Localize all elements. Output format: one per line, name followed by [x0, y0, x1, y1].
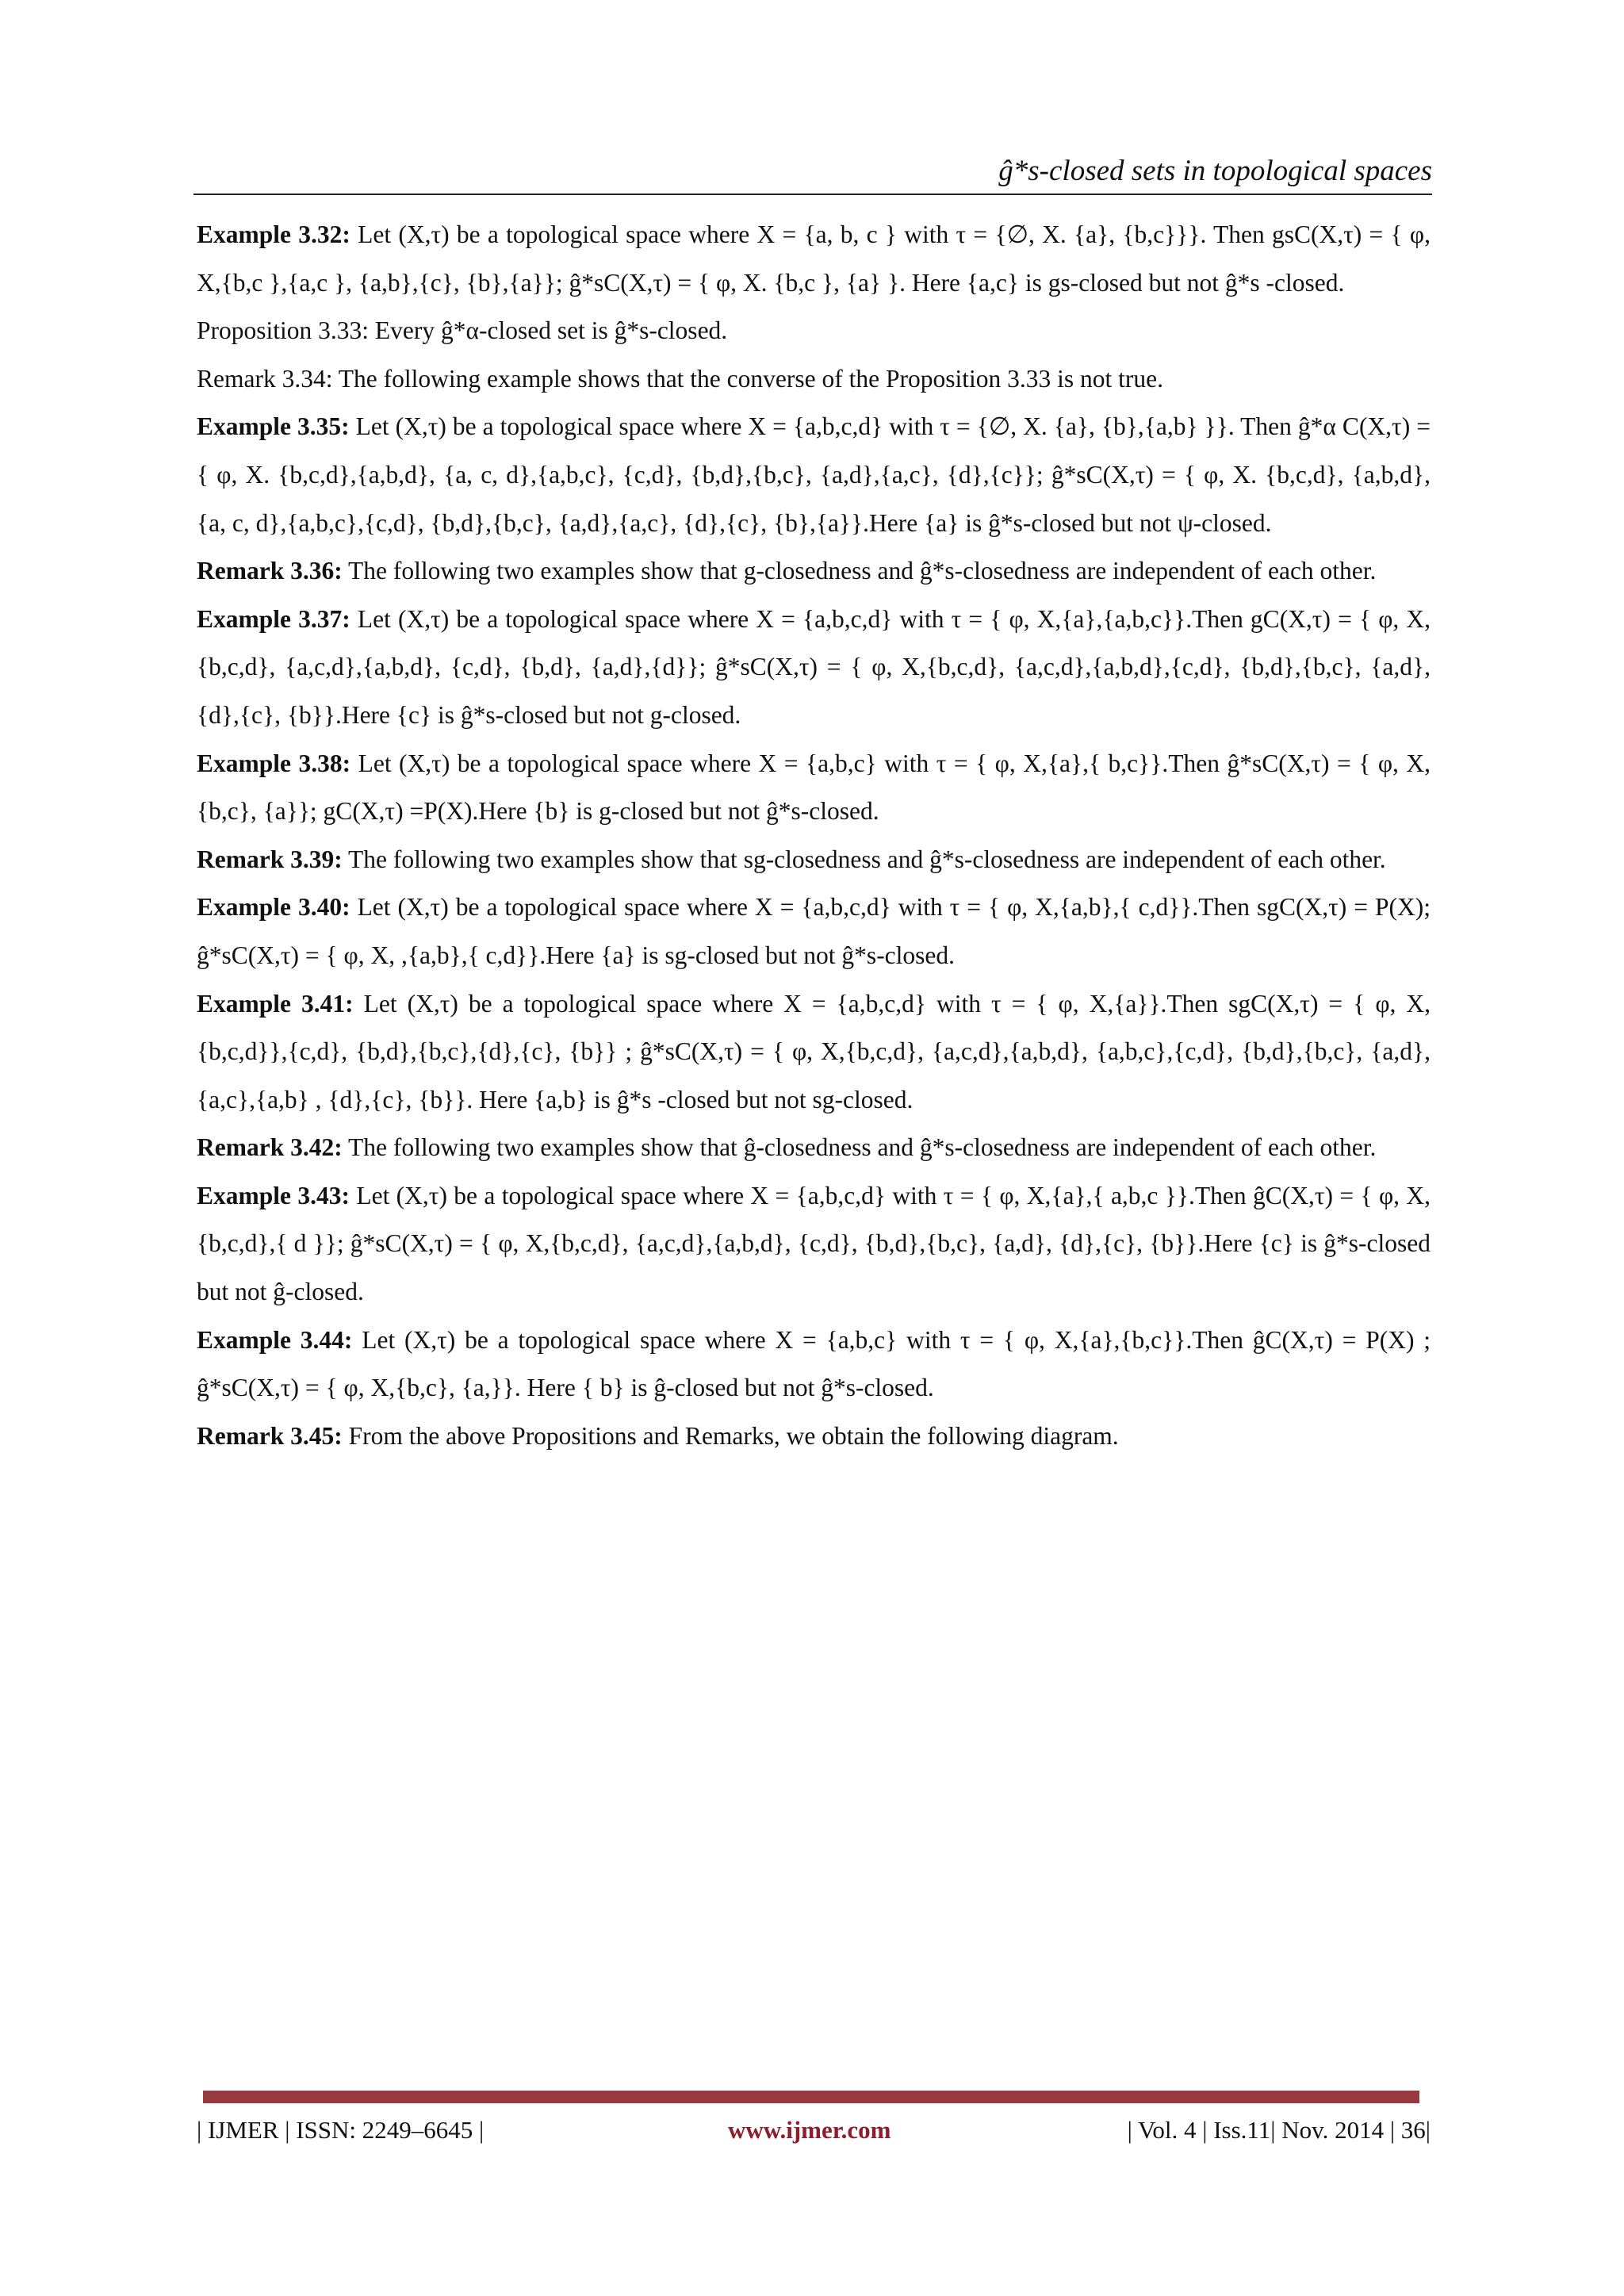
para-label: Example 3.38: [197, 749, 351, 777]
para-label: Example 3.41: [197, 989, 354, 1018]
para-text: Remark 3.34: The following example shows that the converse of the Proposition 3.33 is not true. [197, 364, 1163, 393]
para-label: Example 3.37: [197, 604, 350, 633]
para-label: Remark 3.45: [197, 1421, 343, 1450]
para-text: The following two examples show that ĝ-closedness and ĝ*s-closedness are independent of each other. [342, 1133, 1377, 1162]
remark-3-34 [197, 355, 1431, 404]
para-label: Example 3.44: [197, 1325, 353, 1354]
header-rule [193, 194, 1432, 195]
example-3-37 [197, 596, 1431, 740]
para-text: Let (X,τ) be a topological space where X = {a,b,c} with τ = { φ, X,{a},{ b,c}}.Then ĝ*sC(X,τ) = { φ, X,{b,c}, {a}}; gC(X,τ) =P(X).Here {b} is g-closed but not ĝ*s-closed. [197, 749, 1431, 826]
para-text: The following two examples show that g-closedness and ĝ*s-closedness are independent of each other. [342, 557, 1377, 585]
para-text: Let (X,τ) be a topological space where X = {a,b,c,d} with τ = { φ, X,{a},{a,b,c}}.Then gC(X,τ) = { φ, X,{b,c,d}, {a,c,d},{a,b,d}, {c,d}, {b,d}, {a,d},{d}}; ĝ*sC(X,τ) = { φ, X,{b,c,d}, {a,c,d},{a,b,d},{c,d}, {b,d},{b,c}, {a,d}, {d},{c}, {b}}.Here {c} is ĝ*s-closed but not g-closed. [197, 604, 1431, 729]
footer-journal-info: | IJMER | ISSN: 2249–6645 | [197, 2116, 485, 2144]
para-text: Let (X,τ) be a topological space where X = {a, b, c } with τ = {∅, X. {a}, {b,c}}}. Then gsC(X,τ) = { φ, X,{b,c },{a,c }, {a,b},{c}, {b},{a}}; ĝ*sC(X,τ) = { φ, X. {b,c }, {a} }. Here {a,c} is gs-closed but not ĝ*s -closed. [197, 220, 1431, 297]
page-footer [197, 2114, 1431, 2146]
example-3-35 [197, 403, 1431, 547]
example-3-32 [197, 211, 1431, 307]
para-label: Remark 3.42: [197, 1133, 343, 1162]
para-text: Let (X,τ) be a topological space where X = {a,b,c,d} with τ = { φ, X,{a},{ a,b,c }}.Then ĝC(X,τ) = { φ, X,{b,c,d},{ d }}; ĝ*sC(X,τ) = { φ, X,{b,c,d}, {a,c,d},{a,b,d}, {c,d}, {b,d},{b,c}, {a,d}, {d},{c}, {b}}.Here {c} is ĝ*s-closed but not ĝ-closed. [197, 1181, 1431, 1306]
running-title: ĝ*s-closed sets in topological spaces [998, 155, 1432, 187]
para-text: Let (X,τ) be a topological space where X = {a,b,c} with τ = { φ, X,{a},{b,c}}.Then ĝC(X,τ) = P(X) ; ĝ*sC(X,τ) = { φ, X,{b,c}, {a,}}. Here { b} is ĝ-closed but not ĝ*s-closed. [197, 1325, 1431, 1402]
para-text: Let (X,τ) be a topological space where X = {a,b,c,d} with τ = { φ, X,{a}}.Then sgC(X,τ) = { φ, X,{b,c,d}},{c,d}, {b,d},{b,c},{d},{c}, {b}} ; ĝ*sC(X,τ) = { φ, X,{b,c,d}, {a,c,d},{a,b,d}, {a,b,c},{c,d}, {b,d},{b,c}, {a,d},{a,c},{a,b} , {d},{c}, {b}}. Here {a,b} is ĝ*s -closed but not sg-closed. [197, 989, 1431, 1114]
remark-3-39 [197, 836, 1431, 884]
para-label: Example 3.35: [197, 412, 350, 441]
para-label: Remark 3.36: [197, 557, 343, 585]
para-text: The following two examples show that sg-closedness and ĝ*s-closedness are independent of each other. [342, 845, 1386, 873]
para-text: Let (X,τ) be a topological space where X = {a,b,c,d} with τ = { φ, X,{a,b},{ c,d}}.Then sgC(X,τ) = P(X); ĝ*sC(X,τ) = { φ, X, ,{a,b},{ c,d}}.Here {a} is sg-closed but not ĝ*s-closed. [197, 893, 1431, 969]
para-label: Remark 3.39: [197, 845, 343, 873]
example-3-40 [197, 884, 1431, 979]
example-3-43 [197, 1172, 1431, 1317]
footer-rule [203, 2091, 1419, 2103]
para-text: Let (X,τ) be a topological space where X = {a,b,c,d} with τ = {∅, X. {a}, {b},{a,b} }}. Then ĝ*α C(X,τ) = { φ, X. {b,c,d},{a,b,d}, {a, c, d},{a,b,c}, {c,d}, {b,d},{b,c}, {a,d},{a,c}, {d},{c}}; ĝ*sC(X,τ) = { φ, X. {b,c,d}, {a,b,d}, {a, c, d},{a,b,c},{c,d}, {b,d},{b,c}, {a,d},{a,c}, {d},{c}, {b},{a}}.Here {a} is ĝ*s-closed but not ψ-closed. [197, 412, 1431, 537]
example-3-44 [197, 1317, 1431, 1412]
para-label: Example 3.32: [197, 220, 350, 248]
example-3-38 [197, 740, 1431, 836]
proposition-3-33 [197, 307, 1431, 355]
footer-website-link[interactable]: www.ijmer.com [728, 2116, 891, 2144]
para-text: From the above Propositions and Remarks, we obtain the following diagram. [342, 1421, 1119, 1450]
para-label: Example 3.43: [197, 1181, 350, 1209]
para-text: Proposition 3.33: Every ĝ*α-closed set is ĝ*s-closed. [197, 316, 728, 345]
page-body [197, 211, 1431, 1460]
remark-3-36 [197, 547, 1431, 596]
remark-3-45 [197, 1412, 1431, 1461]
para-label: Example 3.40: [197, 893, 350, 922]
example-3-41 [197, 980, 1431, 1125]
remark-3-42 [197, 1124, 1431, 1172]
footer-volume-page: | Vol. 4 | Iss.11| Nov. 2014 | 36| [1127, 2116, 1431, 2144]
